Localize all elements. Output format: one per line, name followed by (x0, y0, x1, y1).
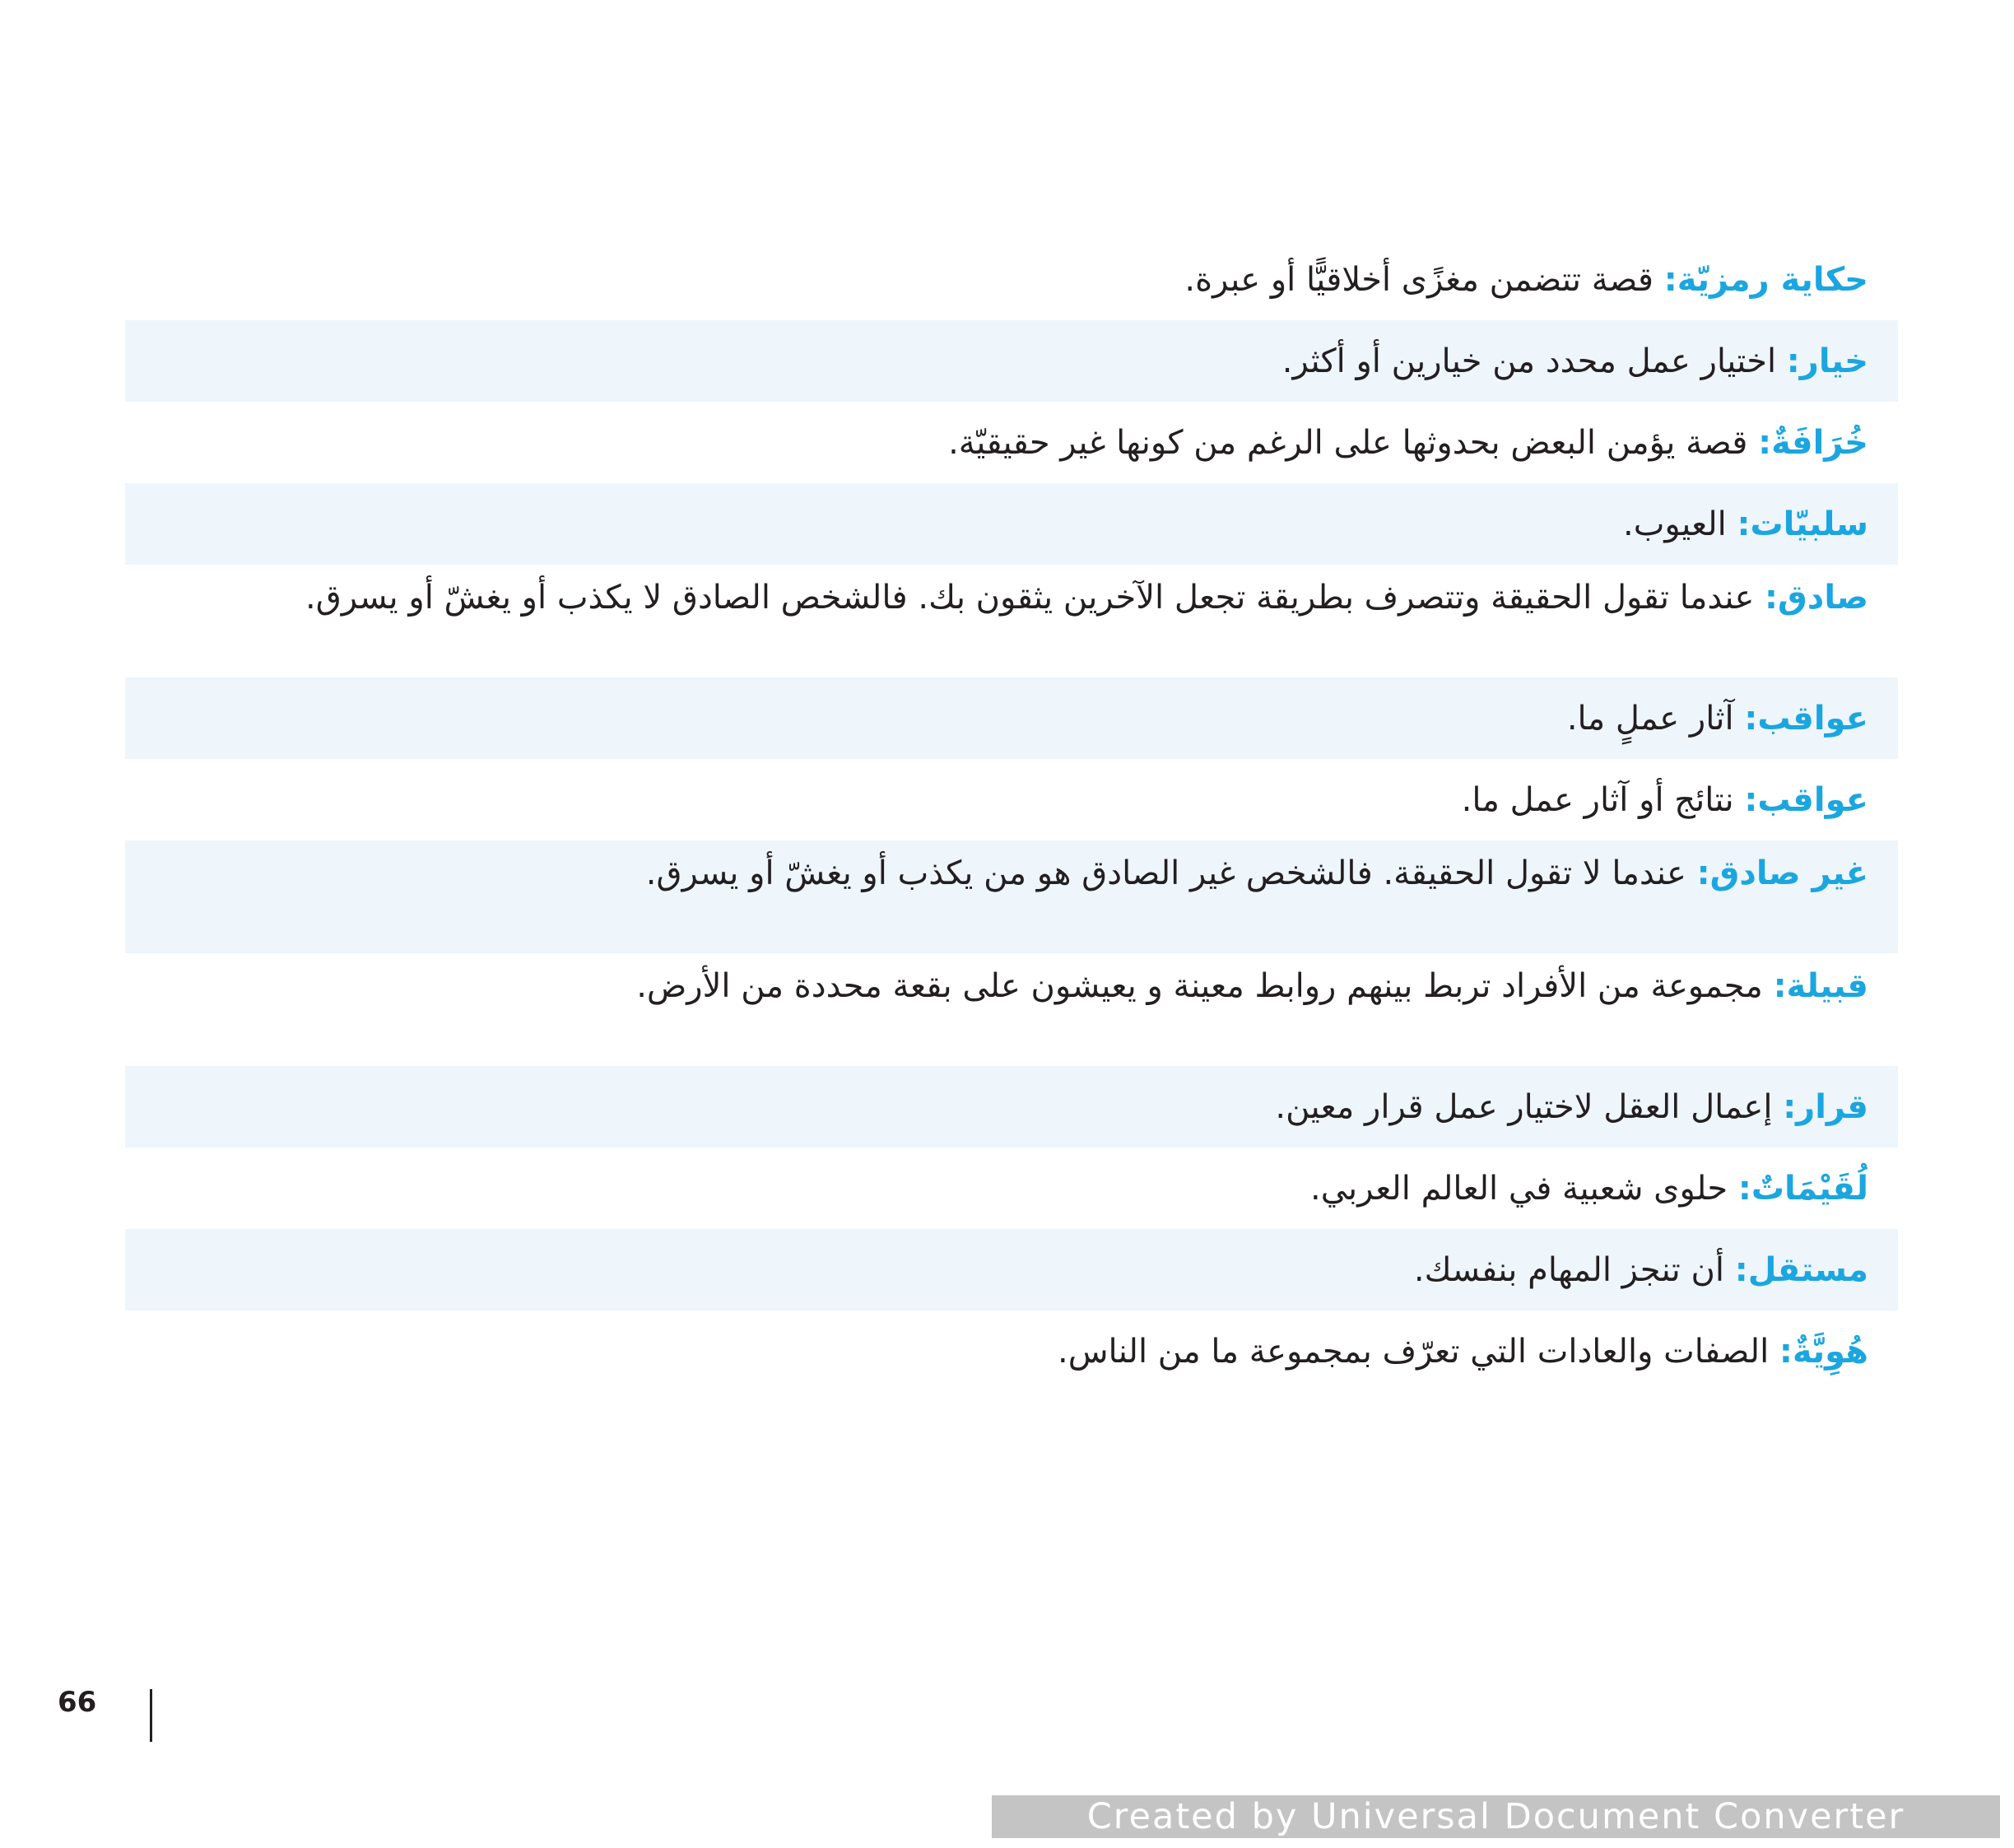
glossary-term: سلبيّات: (1737, 505, 1868, 543)
glossary-entry (125, 840, 1898, 953)
glossary-definition: نتائج أو آثار عمل ما. (1461, 781, 1745, 819)
glossary-term: قرار: (1783, 1088, 1868, 1126)
glossary-definition: اختيار عمل محدد من خيارين أو أكثر. (1281, 342, 1787, 380)
converter-watermark: Created by Universal Document Converter (992, 1795, 2000, 1838)
glossary-definition: عندما لا تقول الحقيقة. فالشخص غير الصادق هو من يكذب أو يغشّ أو يسرق. (645, 854, 1697, 892)
glossary-entry (125, 1147, 1898, 1229)
glossary-list (125, 239, 1898, 1392)
glossary-entry (125, 677, 1898, 759)
glossary-definition: قصة يؤمن البعض بحدوثها على الرغم من كونها غير حقيقيّة. (948, 424, 1759, 462)
glossary-entry (125, 1229, 1898, 1310)
glossary-definition: حلوى شعبية في العالم العربي. (1310, 1170, 1738, 1208)
glossary-entry (125, 565, 1898, 677)
glossary-definition: إعمال العقل لاختيار عمل قرار معين. (1275, 1088, 1784, 1126)
glossary-term: مستقل: (1734, 1251, 1868, 1289)
glossary-term: خُرَافَةٌ: (1758, 424, 1868, 462)
glossary-definition: مجموعة من الأفراد تربط بينهم روابط معينة و يعيشون على بقعة محددة من الأرض. (636, 967, 1774, 1005)
glossary-entry (125, 483, 1898, 565)
glossary-definition: قصة تتضمن مغزًى أخلاقيًّا أو عبرة. (1184, 261, 1664, 299)
glossary-entry (125, 320, 1898, 402)
glossary-term: قبيلة: (1773, 967, 1868, 1005)
glossary-entry (125, 759, 1898, 840)
glossary-entry (125, 1066, 1898, 1147)
glossary-term: صادق: (1765, 579, 1868, 617)
glossary-term: عواقب: (1744, 700, 1868, 738)
glossary-entry (125, 1310, 1898, 1392)
glossary-entry (125, 239, 1898, 320)
glossary-term: هُوِيَّةٌ: (1779, 1333, 1868, 1371)
glossary-definition: الصفات والعادات التي تعرّف بمجموعة ما من الناس. (1057, 1333, 1779, 1371)
glossary-term: غير صادق: (1696, 854, 1868, 892)
glossary-term: لُقَيْمَاتٌ: (1737, 1170, 1868, 1208)
glossary-definition: العيوب. (1623, 505, 1737, 543)
glossary-definition: أن تنجز المهام بنفسك. (1413, 1251, 1735, 1289)
glossary-term: حكاية رمزيّة: (1663, 261, 1868, 299)
glossary-entry (125, 953, 1898, 1066)
glossary-term: عواقب: (1744, 781, 1868, 819)
page-number: 66 (58, 1686, 97, 1719)
glossary-term: خيار: (1786, 342, 1868, 380)
glossary-entry (125, 402, 1898, 483)
page-number-divider (150, 1689, 152, 1742)
glossary-definition: آثار عملٍ ما. (1566, 700, 1745, 738)
glossary-definition: عندما تقول الحقيقة وتتصرف بطريقة تجعل الآخرين يثقون بك. فالشخص الصادق لا يكذب أو يغشّ أو يسرق. (305, 579, 1765, 617)
